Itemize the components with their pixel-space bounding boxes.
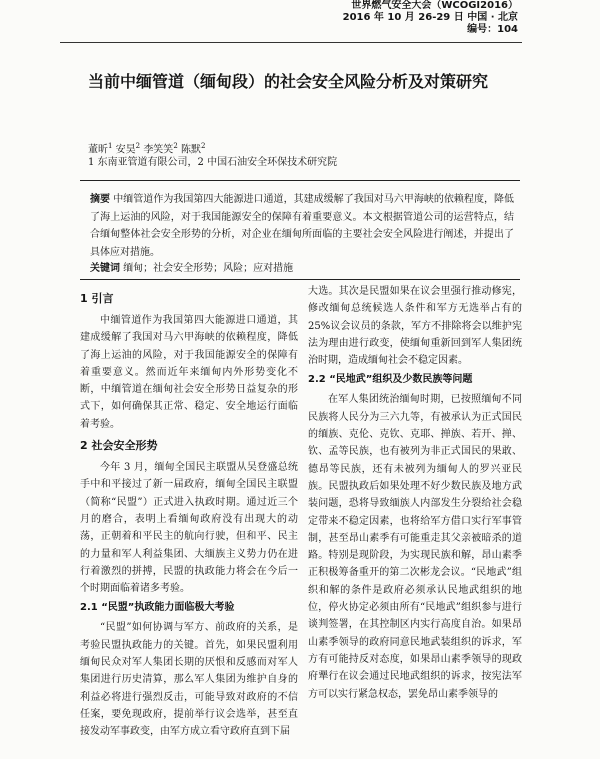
paragraph: “民盟”如何协调与军方、前政府的关系，是考验民盟执政能力的关键。首先，如果民盟利用缅甸民众对军人集团长期的厌恨和反感而对军人集团进行历史清算，那么军人集团为维护自身的利益必将进行强烈反击，可能导致对政府的不信任案，要免现政府，提前举行议会选举，甚至直接发动军事政变，由军方成立看守政府直到下届 [80,622,298,738]
paragraph: 中缅管道作为我国第四大能源进口通道，其建成缓解了我国对马六甲海峡的依赖程度，降低了海上运油的风险，对于我国能源安全的保障有着重要意义。然而近年来缅甸内外形势变化不断，中缅管道在缅甸社会安全形势日益复杂的形式下，如何确保其正常、稳定、安全地运行面临着考验。 [80,315,298,430]
author-affiliation-mark: 1 [108,142,113,150]
author-affiliation-mark: 2 [135,142,141,150]
section-heading-social-security: 2 社会安全形势 [80,439,158,453]
abstract-label: 摘要 [90,194,111,205]
author: 安昊 [115,144,136,156]
conference-header [343,0,518,36]
paragraph: 今年 3 月，缅甸全国民主联盟从吴登盛总统手中和平接过了新一届政府，缅甸全国民主联盟（简称“民盟”）正式进入执政时期。通过近三个月的磨合，表明上看缅甸政府没有出现大的动荡，正朝着和平民主的航向行驶，但和平、民主的力量和军人利益集团、大缅族主义势力仍在进行着激烈的拼搏，民盟的执政能力将会在今后一个时期面临着诸多考验。 [80,462,298,595]
author-affiliation-mark: 2 [173,142,178,150]
keywords-label: 关键词 [90,263,120,274]
conference-date-place: 2016 年 10 月 26-29 日 中国 · 北京 [342,12,518,23]
paragraph-continued: 大选。其次是民盟如果在议会里强行推动修宪，修改缅甸总统候选人条件和军方无选举占有的 25%议会议员的条款，军方不排除将会以维护宪法为理由进行政变，使缅甸重新回到军人集团统治时期，造成缅甸社会不稳定因素。 [308,286,522,367]
affiliations: 1 东南亚管道有限公司，2 中国石油安全环保技术研究院 [88,157,338,168]
abstract-text: 中缅管道作为我国第四大能源进口通道，其建成缓解了我国对马六甲海峡的依赖程度，降低了海上运油的风险，对于我国能源安全的保障有着重要意义。本文根据管道公司的运营特点，结合缅甸整体社会安全形势的分析，对企业在缅甸所面临的主要社会安全风险进行阐述，并提出了具体应对措施。 [90,194,515,258]
paper-title: 当前中缅管道（缅甸段）的社会安全风险分析及对策研究 [88,72,489,91]
abstract [90,191,514,261]
author: 董昕 [88,144,108,156]
header-rule [60,42,522,43]
author: 李笑笑 [143,144,174,156]
subsection-heading-nld: 2.1 “民盟”执政能力面临极大考验 [80,602,235,614]
author: 陈默 [180,144,201,156]
paragraph: 在军人集团统治缅甸时期，已按照缅甸不同民族将人民分为三六九等，有被承认为正式国民的缅族、克伦、克钦、克耶、掸族、若开、掸、钦、孟等民族，也有被列为非正式国民的果敢、德昂等民族，还有未被列为缅甸人的罗兴亚民族。民盟执政后如果处理不好少数民族及地方武装问题，恐将导致缅族人内部发生分裂给社会稳定带来不稳定因素，也将给军方借口实行军事管制，甚至昂山素季有可能重走其父亲被暗杀的道路。特别是现阶段，为实现民族和解，昂山素季正积极筹备重开的第二次彬龙会议。“民地武”组织和解的条件是政府必须承认民地武组织的地位，停火协定必须由所有“民地武”组织参与进行谈判签署，在其控制区内实行高度自治。如果昂山素季领导的政府同意民地武装组织的诉求，军方有可能持反对态度，如果昂山素季领导的现政府犟行在议会通过民地武组织的诉求，按宪法军方可以实行紧急权态，罢免昂山素季领导的 [308,394,522,700]
subsection-heading-ethnic-armed-groups: 2.2 “民地武”组织及少数民族等问题 [308,374,473,386]
paper-number: 编号：104 [467,24,518,35]
conference-name: 世界燃气安全大会（WCOGI2016） [351,0,518,11]
left-column [80,286,298,741]
author-affiliation-mark: 2 [200,142,206,150]
section-heading-introduction: 1 引言 [80,292,114,305]
keywords-text: 缅甸；社会安全形势；风险；应对措施 [123,263,294,274]
keywords [90,262,514,276]
right-column [308,283,522,703]
